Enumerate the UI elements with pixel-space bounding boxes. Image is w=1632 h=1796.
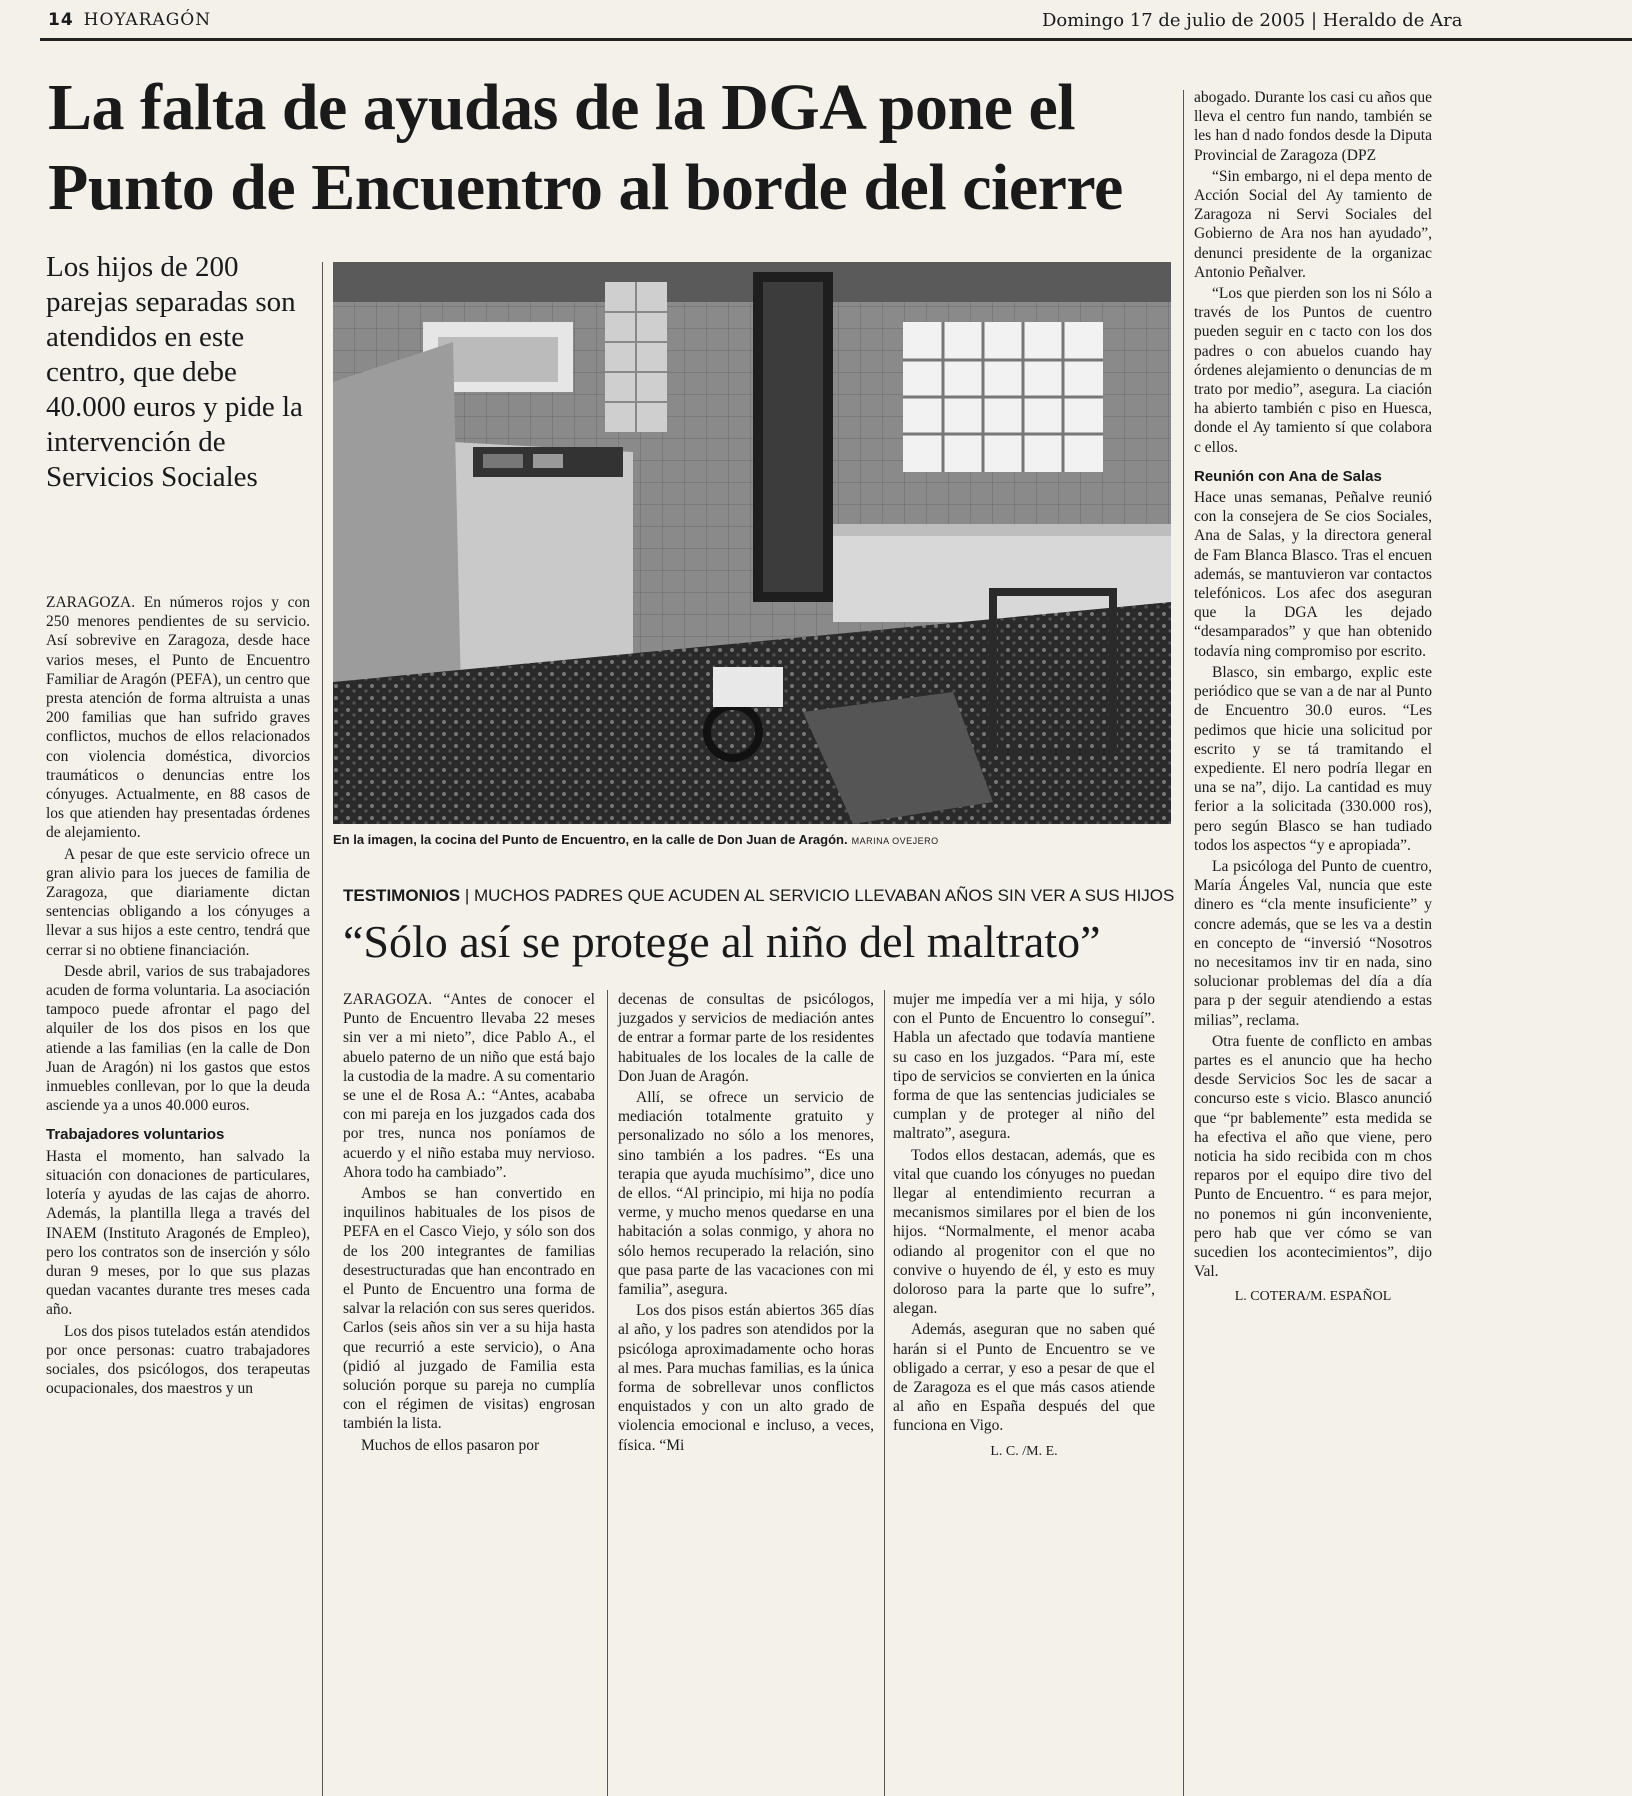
headline-line-1: La falta de ayudas de la DGA pone el [48, 71, 1076, 144]
col-c-paragraph-2: Todos ellos destacan, además, que es vital que cuando los cónyuges no puedan llegar al entendimiento recurran a mecanismos similares por el bien de los hijos. “Normalmente, el menor acaba odiando al progenitor con el que no convive o huyendo de él, y esto es muy doloroso para la parte que lo sufre”, alegan. [893, 1146, 1155, 1318]
right-paragraph-4: Hace unas semanas, Peñalve reunió con la consejera de Se cios Sociales, Ana de Salas, y la directora general de Fam Blanca Blasco. Tras el encuen además, se mantuvieron var contactos telefónicos. Los afec dos aseguran que la DGA les dejado “desamparados” y que han obtenido todavía ning compromiso por escrito. [1194, 489, 1432, 660]
left-column [46, 593, 310, 1400]
photo-caption [333, 832, 1173, 847]
right-paragraph-7: Otra fuente de conflicto en ambas partes es el anuncio que ha hecho desde Servicios Soc les de sacar a concurso este s vicio. Blasco anunció que “pr bablemente” esta medida se ha efectiva el año que viene, pero noticia ha sido recibida con m chos reparos por el equipo dire tivo del Punto de Encuentro. “ es para mejor, no ponemos ni gún inconveniente, pero hab que ver cómo se van sucedien los acontecimientos”, dijo Val. [1194, 1032, 1432, 1281]
headline-line-2: Punto de Encuentro al borde del cierre [48, 151, 1123, 224]
column-divider [607, 990, 608, 1796]
photo-credit: MARINA OVEJERO [851, 836, 939, 846]
kitchen-photo [333, 262, 1171, 824]
right-paragraph-1: abogado. Durante los casi cu años que lleva el centro fun nando, también se les han d nado fondos desde la Diputa Provincial de Zaragoza (DPZ [1194, 89, 1432, 164]
subheadline: Los hijos de 200 parejas separadas son atendidos en este centro, que debe 40.000 euros y pide la intervención de Servicios Sociales [46, 251, 303, 493]
kicker-subtitle: | MUCHOS PADRES QUE ACUDEN AL SERVICIO LLEVABAN AÑOS SIN VER A SUS HIJOS [464, 886, 1175, 905]
header-rule [40, 38, 1632, 41]
column-divider [1183, 90, 1184, 1796]
page-header-date: Domingo 17 de julio de 2005 | Heraldo de Ara [1042, 10, 1463, 31]
right-paragraph-3: “Los que pierden son los ni Sólo a través de los Puntos de cuentro pueden seguir en c tacto con los dos padres o con abuelos cuando hay órdenes alejamiento o denuncias de m trato por medio”, asegura. La ciación ha abierto también c piso en Huesca, donde el Ay tamiento sí que colabora c ellos. [1194, 285, 1432, 456]
col-a-paragraph-2: Ambos se han convertido en inquilinos habituales de los pisos de PEFA en el Casco Viejo, y sólo son dos de los 200 integrantes de familias desestructuradas que han encontrado en el Punto de Encuentro una forma de salvar la relación con sus seres queridos. Carlos (seis años sin ver a su hija hasta que recurrió a este servicio), o Ana (pidió al juzgado de Familia esta solución porque su pareja no cumplía con el régimen de visitas) engrosan también la lista. [343, 1185, 595, 1433]
left-paragraph-1: ZARAGOZA. En números rojos y con 250 menores pendientes de su servicio. Así sobrevive en Zaragoza, desde hace varios meses, el Punto de Encuentro Familiar de Aragón (PEFA), un centro que presta atención de forma altruista a unas 200 familias que han sufrido graves conflictos, muchos de ellos relacionados con violencia doméstica, divorcios traumáticos o denuncias entre los cónyuges. Actualmente, en 88 casos de los que atienden hay presentadas órdenes de alejamiento. [46, 594, 310, 842]
col-b-paragraph-3: Los dos pisos están abiertos 365 días al año, y los padres son atendidos por la psicóloga aproximadamente ocho horas al mes. Para muchas familias, es la única forma de sobrellevar unos conflictos enquistados y con un alto grado de violencia emocional e incluso, a veces, física. “Mi [618, 1302, 874, 1454]
left-subheading: Trabajadores voluntarios [46, 1126, 225, 1144]
col-a-paragraph-3: Muchos de ellos pasaron por [361, 1436, 540, 1454]
testimonios-title: “Sólo así se protege al niño del maltrato” [343, 916, 1101, 967]
col-a-paragraph-1: ZARAGOZA. “Antes de conocer el Punto de Encuentro llevaba 22 meses sin ver a mi nieto”, dice Pablo A., el abuelo paterno de un niño que está bajo la custodia de la madre. A su comentario se une el de Rosa A.: “Antes, acababa con mi pareja en los juzgados cada dos por tres, nunca nos poníamos de acuerdo y el niño estaba muy nervioso. Ahora todo ha cambiado”. [343, 991, 595, 1181]
page-header-left [48, 10, 211, 30]
section-name: HOYARAGÓN [83, 10, 212, 30]
kitchen-photo-illustration [333, 262, 1171, 824]
testimonios-column-2 [618, 990, 874, 1457]
testimonios-kicker [343, 886, 1174, 906]
caption-text: En la imagen, la cocina del Punto de Encuentro, en la calle de Don Juan de Aragón. [333, 832, 848, 847]
right-paragraph-2: “Sin embargo, ni el depa mento de Acción Social del Ay tamiento de Zaragoza ni Servi Sociales del Gobierno de Ara nos han ayudado”, denunci presidente de la organizac Antonio Peñalver. [1194, 167, 1432, 281]
byline: L. C. /M. E. [990, 1443, 1058, 1459]
col-b-paragraph-2: Allí, se ofrece un servicio de mediación totalmente gratuito y personalizado no sólo a los menores, sino también a los padres. “Es una terapia que ayuda muchísimo”, dice uno de ellos. “Al principio, mi hija no podía verme, y mucho menos quedarse en una habitación a solas conmigo, y ahora no sólo hemos recuperado la relación, sino que pasa parte de las vacaciones con mi familia”, asegura. [618, 1089, 874, 1299]
right-paragraph-5: Blasco, sin embargo, explic este periódico que se van a de nar al Punto de Encuentro 30.0 euros. “Les pedimos que hicie una solicitud por escrito y se tá tramitando el expediente. El nero podría llegar en una se na”, dijo. La cantidad es muy ferior a la solicitada (330.000 ros), pero según Blasco se han tudiado todos los aspectos “y e apropiada”. [1194, 663, 1432, 854]
right-subheading: Reunión con Ana de Salas [1194, 467, 1382, 485]
headline [48, 68, 1188, 228]
kicker-label: TESTIMONIOS [343, 886, 461, 905]
left-paragraph-3: Desde abril, varios de sus trabajadores acuden de forma voluntaria. La asociación tampoco puede afrontar el pago del alquiler de los dos pisos en los que atiende a las familias (en la calle de Don Juan de Aragón) ni los gastos que estos inmuebles conllevan, por lo que la deuda asciende ya a unos 40.000 euros. [46, 962, 310, 1115]
left-paragraph-4: Hasta el momento, han salvado la situación con donaciones de particulares, lotería y ayudas de las cajas de ahorro. Además, la plantilla llega a través del INAEM (Instituto Aragonés de Empleo), pero los contratos son de inserción y sólo duran 9 meses, por lo que sus plazas quedan vacantes durante tres meses cada año. [46, 1147, 310, 1319]
col-b-paragraph-1: decenas de consultas de psicólogos, juzgados y servicios de mediación antes de entrar a formar parte de los residentes habituales de los locales de la calle de Don Juan de Aragón. [618, 991, 874, 1085]
column-divider [884, 990, 885, 1796]
page-number: 14 [48, 10, 74, 30]
byline: L. COTERA/M. ESPAÑOL [1234, 1289, 1392, 1305]
right-paragraph-6: La psicóloga del Punto de cuentro, María Ángeles Val, nuncia que este dinero es “cla mente insuficiente” y concre además, que se les va a destin en concepto de “inversió “Nosotros no necesitamos inv tir en nada, sino solucionar problemas del día a día para p der seguir atendiendo a estas milias”, reclama. [1194, 857, 1432, 1029]
testimonios-column-3 [893, 990, 1155, 1461]
left-paragraph-5: Los dos pisos tutelados están atendidos por once personas: cuatro trabajadores sociales, dos psicólogos, dos terapeutas ocupacionales, dos maestros y un [46, 1322, 310, 1398]
left-paragraph-2: A pesar de que este servicio ofrece un gran alivio para los jueces de familia de Zaragoza, que diariamente dictan sentencias obligando a los cónyuges a llevar a sus hijos a este centro, tendrá que cerrar si no obtiene financiación. [46, 845, 310, 959]
col-c-paragraph-3: Además, aseguran que no saben qué harán si el Punto de Encuentro se ve obligado a cerrar, y eso a pesar de que el de Zaragoza es el que más casos atiende al año en España después del que funciona en Vigo. [893, 1321, 1155, 1435]
testimonios-column-1 [343, 990, 595, 1457]
column-divider [322, 262, 323, 1796]
right-column [1194, 88, 1432, 1307]
col-c-paragraph-1: mujer me impedía ver a mi hija, y sólo con el Punto de Encuentro lo conseguí”. Habla un afectado que todavía mantiene su caso en los juzgados. “Para mí, este tipo de servicios se convierten en la única forma de que las sentencias judiciales se cumplan y de proteger al niño del maltrato”, asegura. [893, 991, 1155, 1143]
